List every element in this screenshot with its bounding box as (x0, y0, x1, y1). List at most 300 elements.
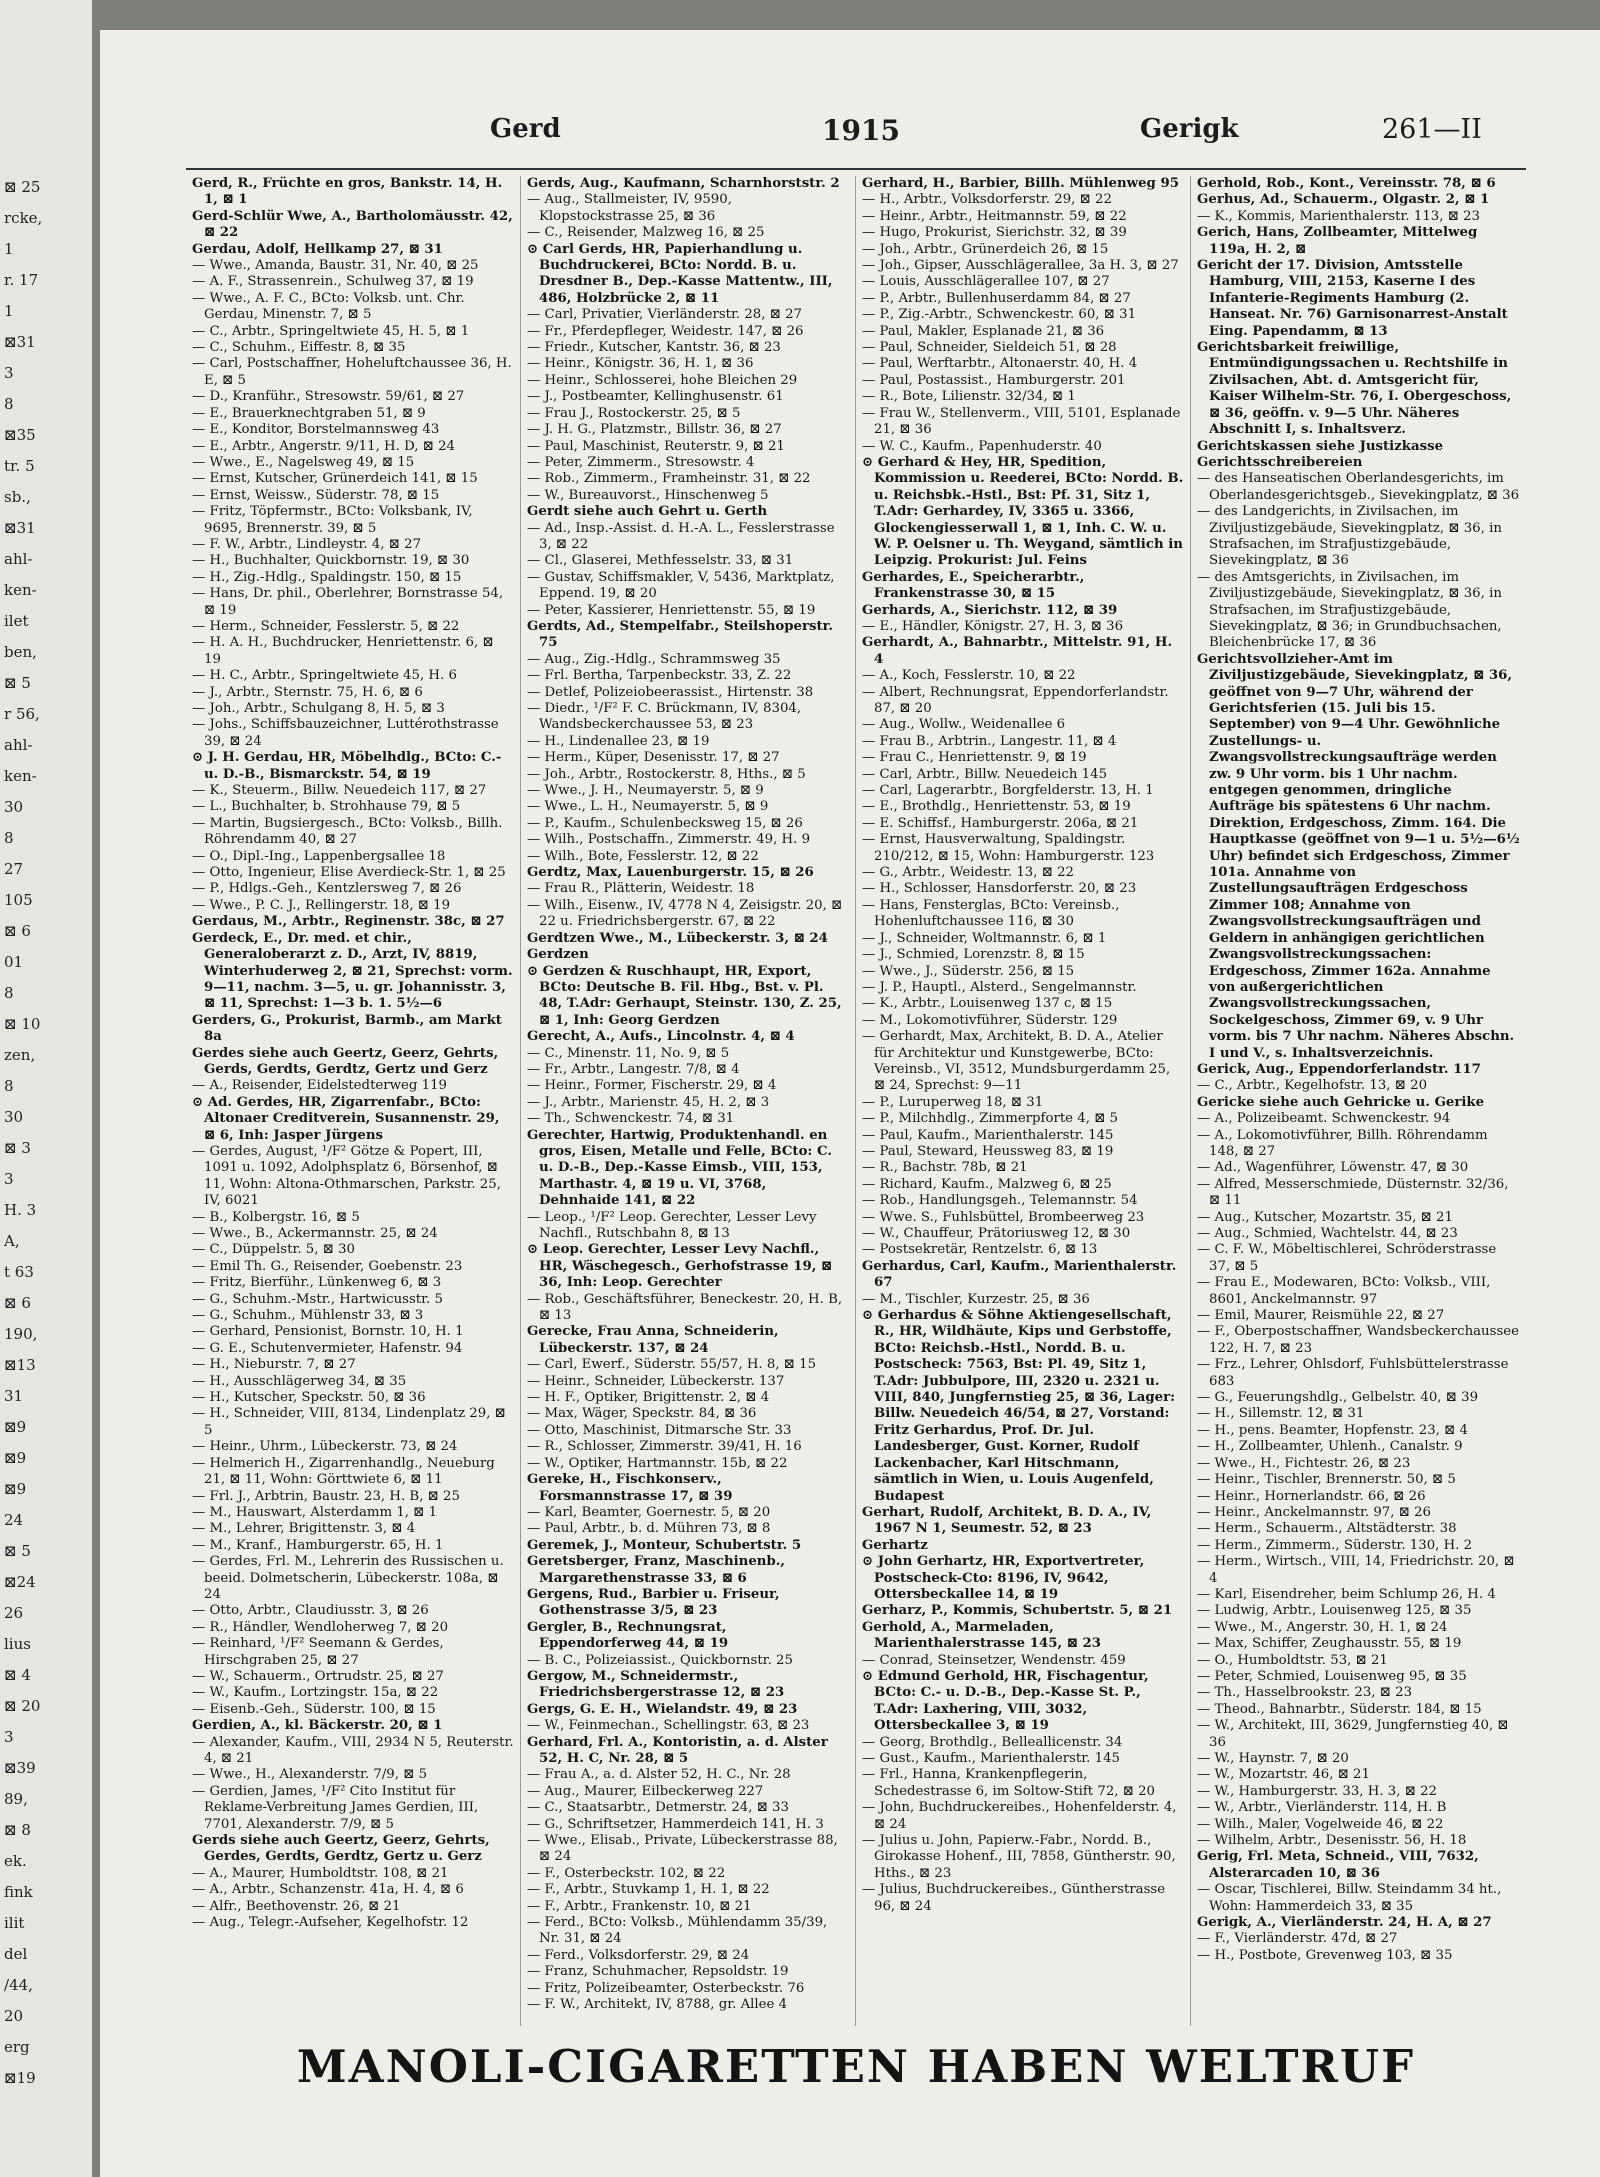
directory-entry: — C., Reisender, Malzweg 16, ⊠ 25 (527, 225, 765, 241)
previous-page-fragment: 20 (4, 2007, 24, 2025)
directory-entry: — E., Arbtr., Angerstr. 9/11, H. D, ⊠ 24 (192, 438, 456, 454)
header-rule (186, 168, 1526, 170)
directory-entry: — M., Tischler, Kurzestr. 25, ⊠ 36 (862, 1291, 1090, 1307)
directory-entry: — W., Hamburgerstr. 33, H. 3, ⊠ 22 (1197, 1783, 1437, 1799)
directory-entry: — H., Zollbeamter, Uhlenh., Canalstr. 9 (1197, 1439, 1463, 1455)
directory-entry: — Conrad, Steinsetzer, Wendenstr. 459 (862, 1652, 1126, 1668)
directory-entry: — P., Zig.-Arbtr., Schwenckestr. 60, ⊠ 31 (862, 307, 1137, 323)
directory-entry: — Max, Schiffer, Zeughausstr. 55, ⊠ 19 (1197, 1636, 1462, 1652)
directory-entry: — Ernst, Kutscher, Grünerdeich 141, ⊠ 15 (192, 471, 478, 487)
directory-entry: — C., Düppelstr. 5, ⊠ 30 (192, 1242, 355, 1258)
directory-entry: ⊙ Edmund Gerhold, HR, Fischagentur, BCto: C.- u. D.-B., Dep.-Kasse St. P., T.Adr: Laxhering, VIII, 3032, Ottersbeckallee 3, ⊠ 19 (862, 1668, 1149, 1734)
directory-entry: — A., Reisender, Eidelstedterweg 119 (192, 1078, 448, 1094)
directory-entry: — H., Arbtr., Volksdorferstr. 29, ⊠ 22 (862, 192, 1112, 208)
previous-page-fragment: ⊠ 5 (4, 1542, 31, 1560)
directory-entry: — G., Schuhm.-Mstr., Hartwicusstr. 5 (192, 1291, 443, 1307)
directory-entry: — Leop., ¹/F² Leop. Gerechter, Lesser Levy Nachfl., Rutschbahn 8, ⊠ 13 (527, 1209, 817, 1241)
directory-entry: — Frl., Hanna, Krankenpflegerin, Schedestrasse 6, im Soltow-Stift 72, ⊠ 20 (862, 1767, 1156, 1799)
directory-entry: — J., Arbtr., Sternstr. 75, H. 6, ⊠ 6 (192, 684, 423, 700)
directory-entry: Gerdien, A., kl. Bäckerstr. 20, ⊠ 1 (192, 1718, 443, 1734)
column-1 (186, 176, 521, 2026)
directory-entry: — Joh., Arbtr., Grünerdeich 26, ⊠ 15 (862, 241, 1109, 257)
directory-entry: — Paul, Postassist., Hamburgerstr. 201 (862, 372, 1126, 388)
previous-page-fragment: 8 (4, 1077, 14, 1095)
footer-advertisement: MANOLI-CIGARETTEN HABEN WELTRUF (296, 2040, 1416, 2093)
previous-page-fragment: ⊠ 3 (4, 1139, 31, 1157)
directory-entry: — Julius, Buchdruckereibes., Güntherstrasse 96, ⊠ 24 (862, 1882, 1166, 1914)
previous-page-fragment: ⊠ 4 (4, 1666, 31, 1684)
directory-entry: Gerechter, Hartwig, Produktenhandl. en gros, Eisen, Metalle und Felle, BCto: C. u. D.-B., Dep.-Kasse Eimsb., VIII, 153, Marthastr. 4, ⊠ 19 u. VI, 3768, Dehnhaide 141, ⊠ 22 (527, 1127, 832, 1209)
directory-entry: — Joh., Arbtr., Rostockerstr. 8, Hths., ⊠ 5 (527, 766, 806, 782)
directory-entry: — Heinr., Arbtr., Heitmannstr. 59, ⊠ 22 (862, 208, 1127, 224)
directory-entry: — Ferd., BCto: Volksb., Mühlendamm 35/39, Nr. 31, ⊠ 24 (527, 1915, 828, 1947)
directory-entry: — J., Schneider, Woltmannstr. 6, ⊠ 1 (862, 930, 1107, 946)
directory-entry: — Wwe., J., Süderstr. 256, ⊠ 15 (862, 963, 1075, 979)
directory-entry: — Fr., Arbtr., Langestr. 7/8, ⊠ 4 (527, 1061, 740, 1077)
directory-entry: — Frau E., Modewaren, BCto: Volksb., VIII, 8601, Anckelmannstr. 97 (1197, 1275, 1491, 1307)
directory-entry: — K., Steuerm., Billw. Neuedeich 117, ⊠ 27 (192, 783, 487, 799)
directory-entry: — Emil, Maurer, Reismühle 22, ⊠ 27 (1197, 1308, 1445, 1324)
directory-entry: Gerhardes, E., Speicherarbtr., Frankenstrasse 30, ⊠ 15 (862, 569, 1085, 602)
directory-entry: Gergler, B., Rechnungsrat, Eppendorferweg 44, ⊠ 19 (527, 1619, 729, 1652)
directory-entry: — des Landgerichts, in Zivilsachen, im Ziviljustizgebäude, Sievekingplatz, ⊠ 36, in Strafsachen, im Strafjustizgebäude, Sievekingplatz, ⊠ 36 (1197, 504, 1502, 569)
directory-entry: — Ernst, Hausverwaltung, Spaldingstr. 210/212, ⊠ 15, Wohn: Hamburgerstr. 123 (862, 832, 1155, 864)
directory-entry: — Heinr., Tischler, Brennerstr. 50, ⊠ 5 (1197, 1472, 1456, 1488)
directory-entry: — Frz., Lehrer, Ohlsdorf, Fuhlsbüttelerstrasse 683 (1197, 1357, 1509, 1389)
column-4 (1191, 176, 1526, 2026)
directory-entry: — Heinr., Königstr. 36, H. 1, ⊠ 36 (527, 356, 754, 372)
directory-entry: — Paul, Maschinist, Reuterstr. 9, ⊠ 21 (527, 438, 785, 454)
directory-entry: — C., Arbtr., Kegelhofstr. 13, ⊠ 20 (1197, 1078, 1428, 1094)
directory-entry: — G., Schriftsetzer, Hammerdeich 141, H. 3 (527, 1816, 824, 1832)
previous-page-fragment: ⊠ 6 (4, 922, 31, 940)
previous-page-fragment: 3 (4, 364, 14, 382)
directory-entry: — W., Optiker, Hartmannstr. 15b, ⊠ 22 (527, 1455, 788, 1471)
directory-entry: — E., Brauerknechtgraben 51, ⊠ 9 (192, 405, 426, 421)
directory-entry: — Carl, Postschaffner, Hoheluftchaussee 36, H. E, ⊠ 5 (192, 356, 512, 388)
directory-entry: Gerdau, Adolf, Hellkamp 27, ⊠ 31 (192, 241, 443, 257)
previous-page-fragment: ken- (4, 767, 37, 785)
directory-entry: Gerdt siehe auch Gehrt u. Gerth (527, 504, 768, 520)
directory-entry: — Heinr., Schneider, Lübeckerstr. 137 (527, 1373, 785, 1389)
directory-entry: — L., Buchhalter, b. Strohhause 79, ⊠ 5 (192, 799, 461, 815)
directory-entry: Gerhard, Frl. A., Kontoristin, a. d. Alster 52, H. C, Nr. 28, ⊠ 5 (527, 1734, 828, 1766)
directory-entry: — Wwe., H., Alexanderstr. 7/9, ⊠ 5 (192, 1767, 428, 1783)
directory-entry: — F. W., Architekt, IV, 8788, gr. Allee 4 (527, 1997, 788, 2013)
directory-entry: — Frl. Bertha, Tarpenbeckstr. 33, Z. 22 (527, 668, 792, 684)
directory-entry: — C., Minenstr. 11, No. 9, ⊠ 5 (527, 1045, 730, 1061)
directory-entry: — E. Schiffsf., Hamburgerstr. 206a, ⊠ 21 (862, 815, 1139, 831)
directory-entry: Gerhardt, A., Bahnarbtr., Mittelstr. 91, H. 4 (862, 635, 1173, 667)
previous-page-fragment: 30 (4, 798, 24, 816)
previous-page-fragment: 1 (4, 240, 14, 258)
previous-page-fragment: 190, (4, 1325, 38, 1343)
directory-entry: — O., Dipl.-Ing., Lappenbergsallee 18 (192, 848, 446, 864)
directory-entry: — J., Postbeamter, Kellinghusenstr. 61 (527, 389, 784, 405)
previous-page-fragment: del (4, 1945, 28, 1963)
directory-entry: — Fritz, Bierführ., Lünkenweg 6, ⊠ 3 (192, 1275, 442, 1291)
directory-entry: — Hugo, Prokurist, Sierichstr. 32, ⊠ 39 (862, 225, 1127, 241)
directory-entry: — Emil Th. G., Reisender, Goebenstr. 23 (192, 1258, 463, 1274)
directory-entry: — C., Schuhm., Eiffestr. 8, ⊠ 35 (192, 340, 406, 356)
directory-entry: Gerd-Schlür Wwe, A., Bartholomäusstr. 42, ⊠ 22 (192, 208, 513, 241)
directory-entry: — Frau R., Plätterin, Weidestr. 18 (527, 881, 755, 897)
directory-entry: — Gerhard, Pensionist, Bornstr. 10, H. 1 (192, 1324, 464, 1340)
directory-entry: — F., Oberpostschaffner, Wandsbeckerchaussee 122, H. 7, ⊠ 23 (1197, 1324, 1520, 1356)
directory-entry: Gerhartz (862, 1537, 928, 1553)
previous-page-fragment: ⊠ 6 (4, 1294, 31, 1312)
directory-entry: — C., Arbtr., Springeltwiete 45, H. 5, ⊠ 1 (192, 323, 470, 339)
previous-page-fragment: 8 (4, 395, 14, 413)
directory-entry: — Hans, Fensterglas, BCto: Vereinsb., Hohenluftchaussee 116, ⊠ 30 (862, 897, 1120, 930)
directory-entry: ⊙ J. H. Gerdau, HR, Möbelhdlg., BCto: C.- u. D.-B., Bismarckstr. 54, ⊠ 19 (192, 750, 502, 782)
directory-entry: — Carl, Lagerarbtr., Borgfelderstr. 13, H. 1 (862, 783, 1154, 799)
directory-entry: — H., Postbote, Grevenweg 103, ⊠ 35 (1197, 1947, 1453, 1963)
directory-entry: — F., Osterbeckstr. 102, ⊠ 22 (527, 1865, 726, 1881)
directory-entry: Gerhardus, Carl, Kaufm., Marienthalerstr. 67 (862, 1258, 1177, 1291)
directory-entry: — J., Arbtr., Marienstr. 45, H. 2, ⊠ 3 (527, 1094, 770, 1110)
directory-entry: — Herm., Wirtsch., VIII, 14, Friedrichstr. 20, ⊠ 4 (1197, 1554, 1515, 1586)
directory-entry: — J. P., Hauptl., Alsterd., Sengelmannstr. (862, 979, 1137, 995)
directory-entry: — Heinr., Anckelmannstr. 97, ⊠ 26 (1197, 1504, 1432, 1520)
directory-entry: — K., Kommis, Marienthalerstr. 113, ⊠ 23 (1197, 208, 1480, 224)
previous-page-fragment: rcke, (4, 209, 43, 227)
directory-entry: — A., Koch, Fesslerstr. 10, ⊠ 22 (862, 668, 1076, 684)
directory-entry: Gerhards, A., Sierichstr. 112, ⊠ 39 (862, 602, 1118, 618)
directory-entry: — Ferd., Volksdorferstr. 29, ⊠ 24 (527, 1947, 750, 1963)
directory-entry: — Aug., Schmied, Wachtelstr. 44, ⊠ 23 (1197, 1226, 1458, 1241)
directory-entry: — Frau B., Arbtrin., Langestr. 11, ⊠ 4 (862, 733, 1117, 749)
directory-entry: — E., Brothdlg., Henriettenstr. 53, ⊠ 19 (862, 799, 1131, 815)
directory-entry: — Aug., Kutscher, Mozartstr. 35, ⊠ 21 (1197, 1209, 1453, 1225)
previous-page-fragment: fink (4, 1883, 33, 1901)
directory-entry: — Herm., Zimmerm., Süderstr. 130, H. 2 (1197, 1537, 1473, 1553)
directory-entry: — Gust., Kaufm., Marienthalerstr. 145 (862, 1751, 1120, 1766)
directory-entry: ⊙ Gerhard & Hey, HR, Spedition, Kommission u. Reederei, BCto: Nordd. B. u. Reichsbk.-Hstl., Bst: Pf. 31, Sitz 1, T.Adr: Gerhardey, IV, 3365 u. 3366, Glockengiesserwall 1, ⊠ 1, Inh. C. W. u. W. P. Oelsner u. Th. Weygand, sämtlich in Leipzig. Prokurist: Jul. Feins (862, 454, 1184, 569)
directory-entry: ⊙ Carl Gerds, HR, Papierhandlung u. Buchdruckerei, BCto: Nordd. B. u. Dresdner B., Dep.-Kasse Mattentw., III, 486, Holzbrücke 2, ⊠ 11 (527, 241, 833, 306)
previous-page-fragment: ⊠31 (4, 519, 36, 537)
previous-page-fragment: ⊠9 (4, 1480, 27, 1498)
directory-entry: — H., Buchhalter, Quickbornstr. 19, ⊠ 30 (192, 553, 470, 569)
previous-page-fragment: ahl- (4, 736, 33, 754)
directory-entry: — H., Lindenallee 23, ⊠ 19 (527, 733, 710, 749)
directory-entry: Gergow, M., Schneidermstr., Friedrichsbergerstrasse 12, ⊠ 23 (527, 1668, 785, 1701)
directory-entry: — G., Feuerungshdlg., Gelbelstr. 40, ⊠ 39 (1197, 1390, 1479, 1406)
directory-entry: — E., Konditor, Borstelmannsweg 43 (192, 422, 440, 438)
directory-entry: — Th., Schwenckestr. 74, ⊠ 31 (527, 1111, 735, 1127)
directory-entry: Gerigk, A., Vierländerstr. 24, H. A, ⊠ 27 (1197, 1915, 1492, 1931)
directory-entry: Gerhard, H., Barbier, Billh. Mühlenweg 95 (862, 176, 1179, 191)
directory-entry: — Paul, Steward, Heussweg 83, ⊠ 19 (862, 1143, 1114, 1159)
directory-entry: — Otto, Maschinist, Ditmarsche Str. 33 (527, 1422, 792, 1438)
directory-entry: — F., Vierländerstr. 47d, ⊠ 27 (1197, 1931, 1398, 1947)
directory-entry: — Aug., Stallmeister, IV, 9590, Klopstockstrasse 25, ⊠ 36 (527, 192, 732, 224)
directory-entry: — Ad., Insp.-Assist. d. H.-A. L., Fesslerstrasse 3, ⊠ 22 (527, 520, 835, 552)
directory-entry: — Peter, Schmied, Louisenweg 95, ⊠ 35 (1197, 1668, 1467, 1684)
previous-page-fragment: ken- (4, 581, 37, 599)
directory-entry: Gerd, R., Früchte en gros, Bankstr. 14, H. 1, ⊠ 1 (192, 176, 503, 208)
directory-entry: — Alfr., Beethovenstr. 26, ⊠ 21 (192, 1898, 401, 1914)
directory-entry: — Wilh., Maler, Vogelweide 46, ⊠ 22 (1197, 1816, 1444, 1832)
previous-page-fragment: sb., (4, 488, 31, 506)
previous-page-fragment: erg (4, 2038, 30, 2056)
directory-entry: Gerhold, A., Marmeladen, Marienthalerstrasse 145, ⊠ 23 (862, 1619, 1102, 1652)
previous-page-fragment: ⊠19 (4, 2069, 36, 2087)
directory-entry: — R., Schlosser, Zimmerstr. 39/41, H. 16 (527, 1439, 802, 1455)
directory-entry: — D., Kranführ., Stresowstr. 59/61, ⊠ 27 (192, 389, 465, 405)
header-first-entry: Gerd (490, 114, 561, 144)
directory-entry: — H. F., Optiker, Brigittenstr. 2, ⊠ 4 (527, 1390, 770, 1406)
directory-entry: Gerichtsbarkeit freiwillige, Entmündigungssachen u. Rechtshilfe in Zivilsachen, Abt. d. Amtsgericht für, Kaiser Wilhelm-Str. 76, I. Obergeschoss, ⊠ 36, geöffn. v. 9—5 Uhr. Näheres Abschnitt I, s. Inhaltsverz. (1197, 340, 1512, 438)
previous-page-fragment: ⊠ 10 (4, 1015, 41, 1033)
directory-entry: Geremek, J., Monteur, Schubertstr. 5 (527, 1537, 802, 1553)
directory-entry: — H., Zig.-Hdlg., Spaldingstr. 150, ⊠ 15 (192, 569, 462, 585)
directory-entry: — Helmerich H., Zigarrenhandlg., Neueburg 21, ⊠ 11, Wohn: Görttwiete 6, ⊠ 11 (192, 1455, 495, 1488)
directory-entry: — Gerdes, August, ¹/F² Götze & Popert, III, 1091 u. 1092, Adolphsplatz 6, Börsenhof, ⊠ 11, Wohn: Altona-Othmarschen, Parkstr. 25, IV, 6021 (192, 1143, 501, 1209)
directory-entry: — Gerhardt, Max, Architekt, B. D. A., Atelier für Architektur und Kunstgewerbe, BCto: Vereinsb., VI, 3512, Mundsburgerdamm 25, ⊠ 24, Sprechst: 9—11 (862, 1029, 1171, 1094)
previous-page-edge (0, 0, 92, 2177)
previous-page-fragment: ilit (4, 1914, 25, 1932)
previous-page-fragment: 8 (4, 829, 14, 847)
directory-entry: — Cl., Glaserei, Methfesselstr. 33, ⊠ 31 (527, 553, 794, 569)
directory-entry: — R., Bachstr. 78b, ⊠ 21 (862, 1160, 1028, 1176)
directory-entry: — Wwe., H., Fichtestr. 26, ⊠ 23 (1197, 1455, 1411, 1471)
directory-entry: — P., Hdlgs.-Geh., Kentzlersweg 7, ⊠ 26 (192, 881, 462, 897)
directory-entry: Gerdzen (527, 947, 589, 963)
directory-entry: — Wwe., P. C. J., Rellingerstr. 18, ⊠ 19 (192, 897, 451, 913)
directory-entry: — Heinr., Schlosserei, hohe Bleichen 29 (527, 372, 798, 388)
directory-entry: — H., pens. Beamter, Hopfenstr. 23, ⊠ 4 (1197, 1422, 1468, 1438)
directory-entry: — J., Schmied, Lorenzstr. 8, ⊠ 15 (862, 947, 1085, 963)
directory-entry: Gerdts, Ad., Stempelfabr., Steilshoperstr. 75 (527, 618, 834, 651)
directory-entry: — Frau W., Stellenverm., VIII, 5101, Esplanade 21, ⊠ 36 (862, 405, 1181, 438)
directory-entry: — Wilh., Postschaffn., Zimmerstr. 49, H. 9 (527, 832, 811, 848)
directory-entry: — Postsekretär, Rentzelstr. 6, ⊠ 13 (862, 1242, 1098, 1258)
previous-page-fragment: /44, (4, 1976, 33, 1994)
page-header (100, 30, 1600, 150)
directory-entry: — Wwe., B., Ackermannstr. 25, ⊠ 24 (192, 1226, 438, 1241)
directory-entry: — Louis, Ausschlägerallee 107, ⊠ 27 (862, 274, 1110, 290)
directory-entry: — H., Sillemstr. 12, ⊠ 31 (1197, 1406, 1365, 1422)
directory-entry: — Martin, Bugsiergesch., BCto: Volksb., Billh. Röhrendamm 40, ⊠ 27 (192, 815, 503, 848)
directory-entry: — Reinhard, ¹/F² Seemann & Gerdes, Hirschgraben 25, ⊠ 27 (192, 1636, 444, 1668)
directory-entry: — B., Kolbergstr. 16, ⊠ 5 (192, 1209, 360, 1225)
directory-entry: Gerders, G., Prokurist, Barmb., am Markt 8a (192, 1012, 502, 1045)
directory-entry: — H., Schlosser, Hansdorferstr. 20, ⊠ 23 (862, 881, 1137, 897)
directory-entry: ⊙ John Gerhartz, HR, Exportvertreter, Postscheck-Cto: 8196, IV, 9642, Ottersbeckallee 14, ⊠ 19 (862, 1554, 1145, 1602)
directory-entry: — W., Mozartstr. 46, ⊠ 21 (1197, 1767, 1370, 1783)
directory-entry: ⊙ Leop. Gerechter, Lesser Levy Nachfl., HR, Wäschegesch., Gerhofstrasse 19, ⊠ 36, Inh: Leop. Gerechter (527, 1242, 833, 1291)
directory-entry: — Oscar, Tischlerei, Billw. Steindamm 34 ht., Wohn: Hammerdeich 33, ⊠ 35 (1197, 1882, 1502, 1914)
directory-entry: — A., Maurer, Humboldtstr. 108, ⊠ 21 (192, 1865, 449, 1881)
directory-entry: — Ludwig, Arbtr., Louisenweg 125, ⊠ 35 (1197, 1603, 1472, 1619)
directory-entry: — P., Arbtr., Bullenhuserdamm 84, ⊠ 27 (862, 290, 1131, 306)
directory-entry: — Richard, Kaufm., Malzweg 6, ⊠ 25 (862, 1176, 1112, 1192)
directory-entry: Gerick, Aug., Eppendorferlandstr. 117 (1197, 1061, 1481, 1077)
directory-entry: — Theod., Bahnarbtr., Süderstr. 184, ⊠ 15 (1197, 1701, 1482, 1717)
previous-page-fragment: ⊠9 (4, 1449, 27, 1467)
directory-entry: — Frau C., Henriettenstr. 9, ⊠ 19 (862, 750, 1087, 766)
directory-entry: — Frau A., a. d. Alster 52, H. C., Nr. 28 (527, 1767, 791, 1783)
previous-page-fragment: ⊠ 20 (4, 1697, 41, 1715)
directory-entry: — J. H. G., Platzmstr., Billstr. 36, ⊠ 27 (527, 422, 782, 438)
previous-page-fragment: 24 (4, 1511, 24, 1529)
directory-entry: — W., Architekt, III, 3629, Jungfernstieg 40, ⊠ 36 (1197, 1718, 1509, 1750)
previous-page-fragment: lius (4, 1635, 31, 1653)
directory-entry: — Johs., Schiffsbauzeichner, Luttérothstrasse 39, ⊠ 24 (192, 717, 499, 749)
directory-entry: Gerds, Aug., Kaufmann, Scharnhorststr. 2 (527, 176, 840, 191)
directory-entry: — Heinr., Former, Fischerstr. 29, ⊠ 4 (527, 1078, 777, 1094)
directory-entry: — Rob., Handlungsgeh., Telemannstr. 54 (862, 1193, 1138, 1209)
directory-entry: — F., Arbtr., Frankenstr. 10, ⊠ 21 (527, 1898, 752, 1914)
directory-entry: — Ernst, Weissw., Süderstr. 78, ⊠ 15 (192, 487, 440, 503)
directory-entry: — Aug., Maurer, Eilbeckerweg 227 (527, 1783, 764, 1799)
directory-entry: — Albert, Rechnungsrat, Eppendorferlandstr. 87, ⊠ 20 (862, 684, 1169, 716)
directory-entry: Gericht der 17. Division, Amtsstelle Hamburg, VIII, 2153, Kaserne I des Infanterie-Regiments Hamburg (2. Hanseat. Nr. 76) Garnisonarrest-Anstalt Eing. Papendamm, ⊠ 13 (1197, 258, 1508, 339)
directory-page (100, 30, 1600, 2177)
header-year: 1915 (822, 114, 900, 147)
directory-entry: — Paul, Schneider, Sieldeich 51, ⊠ 28 (862, 340, 1117, 356)
previous-page-fragment: ahl- (4, 550, 33, 568)
directory-entry: Gerdtz, Max, Lauenburgerstr. 15, ⊠ 26 (527, 865, 814, 881)
previous-page-fragment: 89, (4, 1790, 28, 1808)
directory-entry: Gerichtskassen siehe Justizkasse (1197, 438, 1444, 454)
directory-entry: — Rob., Geschäftsführer, Beneckestr. 20, H. B, ⊠ 13 (527, 1291, 843, 1324)
directory-entry: — Karl, Beamter, Goernestr. 5, ⊠ 20 (527, 1504, 771, 1520)
directory-entry: — Frl. J., Arbtrin, Baustr. 23, H. B, ⊠ 25 (192, 1488, 460, 1504)
directory-entry: — Heinr., Uhrm., Lübeckerstr. 73, ⊠ 24 (192, 1439, 458, 1455)
directory-entry: — W., Haynstr. 7, ⊠ 20 (1197, 1751, 1349, 1766)
directory-entry: — M., Lokomotivführer, Süderstr. 129 (862, 1012, 1118, 1028)
directory-entry: — John, Buchdruckereibes., Hohenfelderstr. 4, ⊠ 24 (862, 1800, 1177, 1832)
directory-entry: — Joh., Arbtr., Schulgang 8, H. 5, ⊠ 3 (192, 701, 445, 716)
directory-entry: Gerds siehe auch Geertz, Geerz, Gehrts, Gerdes, Gerdts, Gerdtz, Gertz u. Gerz (192, 1833, 490, 1865)
directory-entry: — Wwe., E., Nagelsweg 49, ⊠ 15 (192, 454, 415, 470)
directory-entry: — Ad., Wagenführer, Löwenstr. 47, ⊠ 30 (1197, 1160, 1469, 1176)
directory-entry: ⊙ Gerhardus & Söhne Aktiengesellschaft, R., HR, Wildhäute, Kips und Gerbstoffe, BCto: Reichsb.-Hstl., Nordd. B. u. Postscheck: 7563, Bst: Pl. 49, Sitz 1, T.Adr: Jubbulpore, III, 2320 u. 2321 u. VIII, 840, Jungfernstieg 25, ⊠ 36, Lager: Billw. Neuedeich 46/54, ⊠ 27, Vorstand: Fritz Gerhardus, Prof. Dr. Jul. Landesberger, Gust. Korner, Rudolf Lackenbacher, Karl Hitschmann, sämtlich in Wien, u. Louis Augenfeld, Budapest (862, 1308, 1176, 1504)
directory-entry: Gerdes siehe auch Geertz, Geerz, Gehrts, Gerds, Gerdts, Gerdtz, Gertz und Gerz (192, 1045, 499, 1077)
directory-entry: — Eisenb.-Geh., Süderstr. 100, ⊠ 15 (192, 1701, 436, 1717)
directory-entry: — C., Staatsarbtr., Detmerstr. 24, ⊠ 33 (527, 1800, 789, 1816)
previous-page-fragment: ⊠ 25 (4, 178, 41, 196)
directory-entry: — A., Arbtr., Schanzenstr. 41a, H. 4, ⊠ 6 (192, 1882, 464, 1898)
previous-page-fragment: ben, (4, 643, 37, 661)
directory-entry: ⊙ Gerdzen & Ruschhaupt, HR, Export, BCto: Deutsche B. Fil. Hbg., Bst. v. Pl. 48, T.Adr: Gerhaupt, Steinstr. 130, Z. 25, ⊠ 1, Inh: Georg Gerdzen (527, 963, 842, 1028)
directory-entry: Gerhus, Ad., Schauerm., Olgastr. 2, ⊠ 1 (1197, 192, 1490, 208)
directory-entry: — Carl, Arbtr., Billw. Neuedeich 145 (862, 766, 1108, 782)
previous-page-fragment: H. 3 (4, 1201, 37, 1219)
directory-entry: — Carl, Ewerf., Süderstr. 55/57, H. 8, ⊠ 15 (527, 1357, 817, 1373)
directory-entry: — R., Händler, Wendloherweg 7, ⊠ 20 (192, 1619, 449, 1635)
directory-entry: Gericke siehe auch Gehricke u. Gerike (1197, 1094, 1485, 1110)
directory-entry: — Joh., Gipser, Ausschlägerallee, 3a H. 3, ⊠ 27 (862, 258, 1179, 274)
directory-entry: — W., Feinmechan., Schellingstr. 63, ⊠ 23 (527, 1718, 810, 1734)
directory-entry: — Wwe., Amanda, Baustr. 31, Nr. 40, ⊠ 25 (192, 258, 479, 274)
directory-entry: — Carl, Privatier, Vierländerstr. 28, ⊠ 27 (527, 307, 803, 323)
directory-entry: — Franz, Schuhmacher, Repsoldstr. 19 (527, 1964, 789, 1980)
directory-entry: — H., Ausschlägerweg 34, ⊠ 35 (192, 1373, 407, 1389)
directory-entry: Gerichtsvollzieher-Amt im Ziviljustizgebäude, Sievekingplatz, ⊠ 36, geöffnet von 9—7 Uhr, während der Gerichtsferien (15. Juli bis 15. September) von 9—4 Uhr. Gewöhnliche Zustellungs- u. Zwangsvollstreckungsaufträge werden zw. 9 Uhr vorm. bis 1 Uhr nachm. entgegen genommen, dringliche Aufträge bis spätestens 6 Uhr nachm. Direktion, Erdgeschoss, Zimm. 164. Die Hauptkasse (geöffnet von 9—1 u. 5½—6½ Uhr) befindet sich Erdgeschoss, Zimmer 101a. Annahme von Zustellungsaufträgen Erdgeschoss Zimmer 108; Annahme von Zwangsvollstreckungsaufträgen und Geldern in anhängigen gerichtlichen Zwangsvollstreckungssachen: Erdgeschoss, Zimmer 162a. Annahme von außergerichtlichen Zwangsvollstreckungssachen, Sockelgeschoss, Zimmer 69, v. 9 Uhr vorm. bis 7 Uhr nachm. Näheres Abschn. I und V., s. Inhaltsverzeichnis. (1197, 651, 1520, 1061)
directory-entry: — Wwe., Elisab., Private, Lübeckerstrasse 88, ⊠ 24 (527, 1833, 838, 1865)
directory-entry: — M., Hauswart, Alsterdamm 1, ⊠ 1 (192, 1504, 438, 1520)
directory-entry: — W., Arbtr., Vierländerstr. 114, H. B (1197, 1800, 1447, 1816)
directory-entry: — Julius u. John, Papierw.-Fabr., Nordd. B., Girokasse Hohenf., III, 7858, Güntherstr. 90, Hths., ⊠ 23 (862, 1833, 1176, 1881)
directory-entry: — H. C., Arbtr., Springeltwiete 45, H. 6 (192, 668, 457, 684)
previous-page-fragment: 105 (4, 891, 33, 909)
directory-entry: — Fritz, Töpfermstr., BCto: Volksbank, IV, 9695, Brennerstr. 39, ⊠ 5 (192, 504, 473, 536)
previous-page-fragment: 01 (4, 953, 24, 971)
directory-entry: Gerhart, Rudolf, Architekt, B. D. A., IV, 1967 N 1, Seumestr. 52, ⊠ 23 (862, 1504, 1152, 1537)
directory-entry: — Gustav, Schiffsmakler, V, 5436, Marktplatz, Eppend. 19, ⊠ 20 (527, 569, 835, 602)
directory-entry: — Wwe., J. H., Neumayerstr. 5, ⊠ 9 (527, 783, 764, 799)
header-last-entry: Gerigk (1140, 114, 1239, 144)
directory-entry: — Alexander, Kaufm., VIII, 2934 N 5, Reuterstr. 4, ⊠ 21 (192, 1734, 514, 1766)
directory-entry: — Paul, Arbtr., b. d. Mühren 73, ⊠ 8 (527, 1521, 771, 1537)
directory-entry: — A. F., Strassenrein., Schulweg 37, ⊠ 19 (192, 274, 474, 290)
directory-entry: — G. E., Schutenvermieter, Hafenstr. 94 (192, 1340, 463, 1356)
previous-page-fragment: ⊠39 (4, 1759, 36, 1777)
previous-page-fragment: r. 17 (4, 271, 39, 289)
directory-entry: Gergs, G. E. H., Wielandstr. 49, ⊠ 23 (527, 1701, 798, 1717)
directory-entry: — Th., Hasselbrookstr. 23, ⊠ 23 (1197, 1685, 1413, 1701)
directory-entry: — C. F. W., Möbeltischlerei, Schröderstrasse 37, ⊠ 5 (1197, 1242, 1497, 1274)
previous-page-fragment: 30 (4, 1108, 24, 1126)
directory-entry: — Detlef, Polizeiobeerassist., Hirtenstr. 38 (527, 684, 814, 700)
previous-page-fragment: ⊠35 (4, 426, 36, 444)
directory-entry: — F. W., Arbtr., Lindleystr. 4, ⊠ 27 (192, 536, 422, 552)
directory-entry: — P., Milchhdlg., Zimmerpforte 4, ⊠ 5 (862, 1111, 1119, 1127)
previous-page-fragment: zen, (4, 1046, 36, 1064)
previous-page-fragment: t 63 (4, 1263, 34, 1281)
previous-page-fragment: 27 (4, 860, 24, 878)
column-3 (856, 176, 1191, 2026)
column-2 (521, 176, 856, 2026)
directory-entry: — Gerdien, James, ¹/F² Cito Institut für Reklame-Verbreitung James Gerdien, III, 7701, Alexanderstr. 7/9, ⊠ 5 (192, 1783, 479, 1832)
directory-entry: — Paul, Werftarbtr., Altonaerstr. 40, H. 4 (862, 356, 1138, 372)
directory-entry: — A., Lokomotivführer, Billh. Röhrendamm 148, ⊠ 27 (1197, 1127, 1488, 1159)
directory-entry: Gerichtsschreibereien (1197, 454, 1363, 470)
previous-page-fragment: 26 (4, 1604, 24, 1622)
directory-entry: — H., Schneider, VIII, 8134, Lindenplatz 29, ⊠ 5 (192, 1406, 506, 1438)
directory-entry: Gerhold, Rob., Kont., Vereinsstr. 78, ⊠ 6 (1197, 176, 1496, 191)
directory-entry: — P., Luruperweg 18, ⊠ 31 (862, 1094, 1044, 1110)
directory-entry: — O., Humboldtstr. 53, ⊠ 21 (1197, 1652, 1388, 1668)
directory-entry: — P., Kaufm., Schulenbecksweg 15, ⊠ 26 (527, 815, 803, 831)
directory-entry: — Peter, Zimmerm., Stresowstr. 4 (527, 454, 755, 470)
directory-entry: ⊙ Ad. Gerdes, HR, Zigarrenfabr., BCto: Altonaer Creditverein, Susannenstr. 29, ⊠ 6, Inh: Jasper Jürgens (192, 1094, 500, 1143)
directory-columns (186, 176, 1526, 2026)
directory-entry: — Alfred, Messerschmiede, Düsternstr. 32/36, ⊠ 11 (1197, 1176, 1509, 1209)
directory-entry: — Wwe., A. F. C., BCto: Volksb. unt. Chr. Gerdau, Minenstr. 7, ⊠ 5 (192, 290, 465, 323)
directory-entry: — Georg, Brothdlg., Belleallicenstr. 34 (862, 1734, 1123, 1750)
directory-entry: — Herm., Küper, Desenisstr. 17, ⊠ 27 (527, 750, 780, 766)
previous-page-fragment: 1 (4, 302, 14, 320)
directory-entry: — Wwe. S., Fuhlsbüttel, Brombeerweg 23 (862, 1209, 1145, 1225)
directory-entry: — G., Arbtr., Weidestr. 13, ⊠ 22 (862, 865, 1075, 881)
directory-entry: — W., Kaufm., Lortzingstr. 15a, ⊠ 22 (192, 1685, 439, 1701)
directory-entry: — H. A. H., Buchdrucker, Henriettenstr. 6, ⊠ 19 (192, 635, 494, 667)
directory-entry: — Wilh., Bote, Fesslerstr. 12, ⊠ 22 (527, 848, 759, 864)
directory-entry: Gerich, Hans, Zollbeamter, Mittelweg 119a, H. 2, ⊠ (1197, 225, 1478, 257)
directory-entry: — Otto, Arbtr., Claudiusstr. 3, ⊠ 26 (192, 1603, 429, 1619)
directory-entry: — Herm., Schneider, Fesslerstr. 5, ⊠ 22 (192, 618, 460, 634)
previous-page-fragment: 8 (4, 984, 14, 1002)
directory-entry: — Rob., Zimmerm., Framheinstr. 31, ⊠ 22 (527, 471, 811, 487)
directory-entry: Gerecht, A., Aufs., Lincolnstr. 4, ⊠ 4 (527, 1029, 795, 1045)
directory-entry: — Aug., Wollw., Weidenallee 6 (862, 717, 1066, 733)
previous-page-fragment: r 56, (4, 705, 40, 723)
directory-entry: Gerig, Frl. Meta, Schneid., VIII, 7632, Alsterarcaden 10, ⊠ 36 (1197, 1849, 1479, 1881)
